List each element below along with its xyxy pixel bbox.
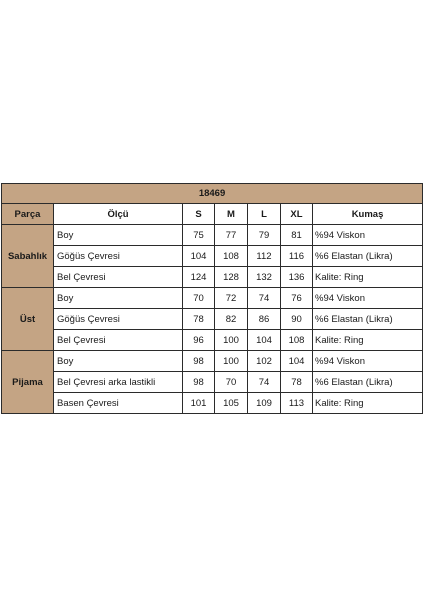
size-value: 76 xyxy=(281,288,313,309)
size-value: 108 xyxy=(281,330,313,351)
table-row xyxy=(2,372,423,393)
size-value: 104 xyxy=(281,351,313,372)
header-size-xl: XL xyxy=(281,204,313,225)
table-row xyxy=(2,393,423,414)
size-value: 128 xyxy=(215,267,248,288)
size-value: 96 xyxy=(183,330,215,351)
size-value: 79 xyxy=(248,225,281,246)
product-code-title: 18469 xyxy=(2,184,423,204)
size-value: 104 xyxy=(183,246,215,267)
measure-name: Boy xyxy=(54,288,183,309)
header-kumas: Kumaş xyxy=(313,204,423,225)
size-value: 108 xyxy=(215,246,248,267)
header-size-s: S xyxy=(183,204,215,225)
size-value: 100 xyxy=(215,351,248,372)
fabric-info: %94 Viskon xyxy=(313,288,423,309)
title-row xyxy=(2,184,423,204)
fabric-info: %6 Elastan (Likra) xyxy=(313,372,423,393)
measure-name: Bel Çevresi xyxy=(54,330,183,351)
size-value: 74 xyxy=(248,288,281,309)
fabric-info: %94 Viskon xyxy=(313,225,423,246)
measure-name: Basen Çevresi xyxy=(54,393,183,414)
size-value: 102 xyxy=(248,351,281,372)
size-value: 100 xyxy=(215,330,248,351)
measure-name: Bel Çevresi arka lastikli xyxy=(54,372,183,393)
fabric-info: %94 Viskon xyxy=(313,351,423,372)
header-olcu: Ölçü xyxy=(54,204,183,225)
size-value: 70 xyxy=(183,288,215,309)
measure-name: Göğüs Çevresi xyxy=(54,309,183,330)
group-label-pijama: Pijama xyxy=(2,351,54,414)
group-label-ust: Üst xyxy=(2,288,54,351)
table-row xyxy=(2,246,423,267)
size-value: 75 xyxy=(183,225,215,246)
size-value: 82 xyxy=(215,309,248,330)
table-row xyxy=(2,225,423,246)
size-value: 74 xyxy=(248,372,281,393)
size-value: 78 xyxy=(183,309,215,330)
size-value: 77 xyxy=(215,225,248,246)
measure-name: Boy xyxy=(54,225,183,246)
size-value: 101 xyxy=(183,393,215,414)
size-value: 132 xyxy=(248,267,281,288)
header-size-l: L xyxy=(248,204,281,225)
table-row xyxy=(2,288,423,309)
size-value: 98 xyxy=(183,372,215,393)
header-size-m: M xyxy=(215,204,248,225)
size-value: 109 xyxy=(248,393,281,414)
fabric-info: %6 Elastan (Likra) xyxy=(313,246,423,267)
fabric-info: Kalite: Ring xyxy=(313,330,423,351)
size-value: 90 xyxy=(281,309,313,330)
fabric-info: Kalite: Ring xyxy=(313,267,423,288)
measure-name: Göğüs Çevresi xyxy=(54,246,183,267)
fabric-info: Kalite: Ring xyxy=(313,393,423,414)
size-value: 72 xyxy=(215,288,248,309)
size-value: 105 xyxy=(215,393,248,414)
fabric-info: %6 Elastan (Likra) xyxy=(313,309,423,330)
table-row xyxy=(2,309,423,330)
size-chart-table xyxy=(1,183,423,414)
size-value: 78 xyxy=(281,372,313,393)
size-value: 98 xyxy=(183,351,215,372)
table-row xyxy=(2,330,423,351)
size-value: 136 xyxy=(281,267,313,288)
size-value: 124 xyxy=(183,267,215,288)
size-value: 81 xyxy=(281,225,313,246)
measure-name: Bel Çevresi xyxy=(54,267,183,288)
size-value: 116 xyxy=(281,246,313,267)
size-value: 104 xyxy=(248,330,281,351)
size-value: 113 xyxy=(281,393,313,414)
group-label-sabahlik: Sabahlık xyxy=(2,225,54,288)
header-parca: Parça xyxy=(2,204,54,225)
header-row xyxy=(2,204,423,225)
size-value: 112 xyxy=(248,246,281,267)
table-row xyxy=(2,351,423,372)
measure-name: Boy xyxy=(54,351,183,372)
size-value: 70 xyxy=(215,372,248,393)
table-row xyxy=(2,267,423,288)
size-value: 86 xyxy=(248,309,281,330)
